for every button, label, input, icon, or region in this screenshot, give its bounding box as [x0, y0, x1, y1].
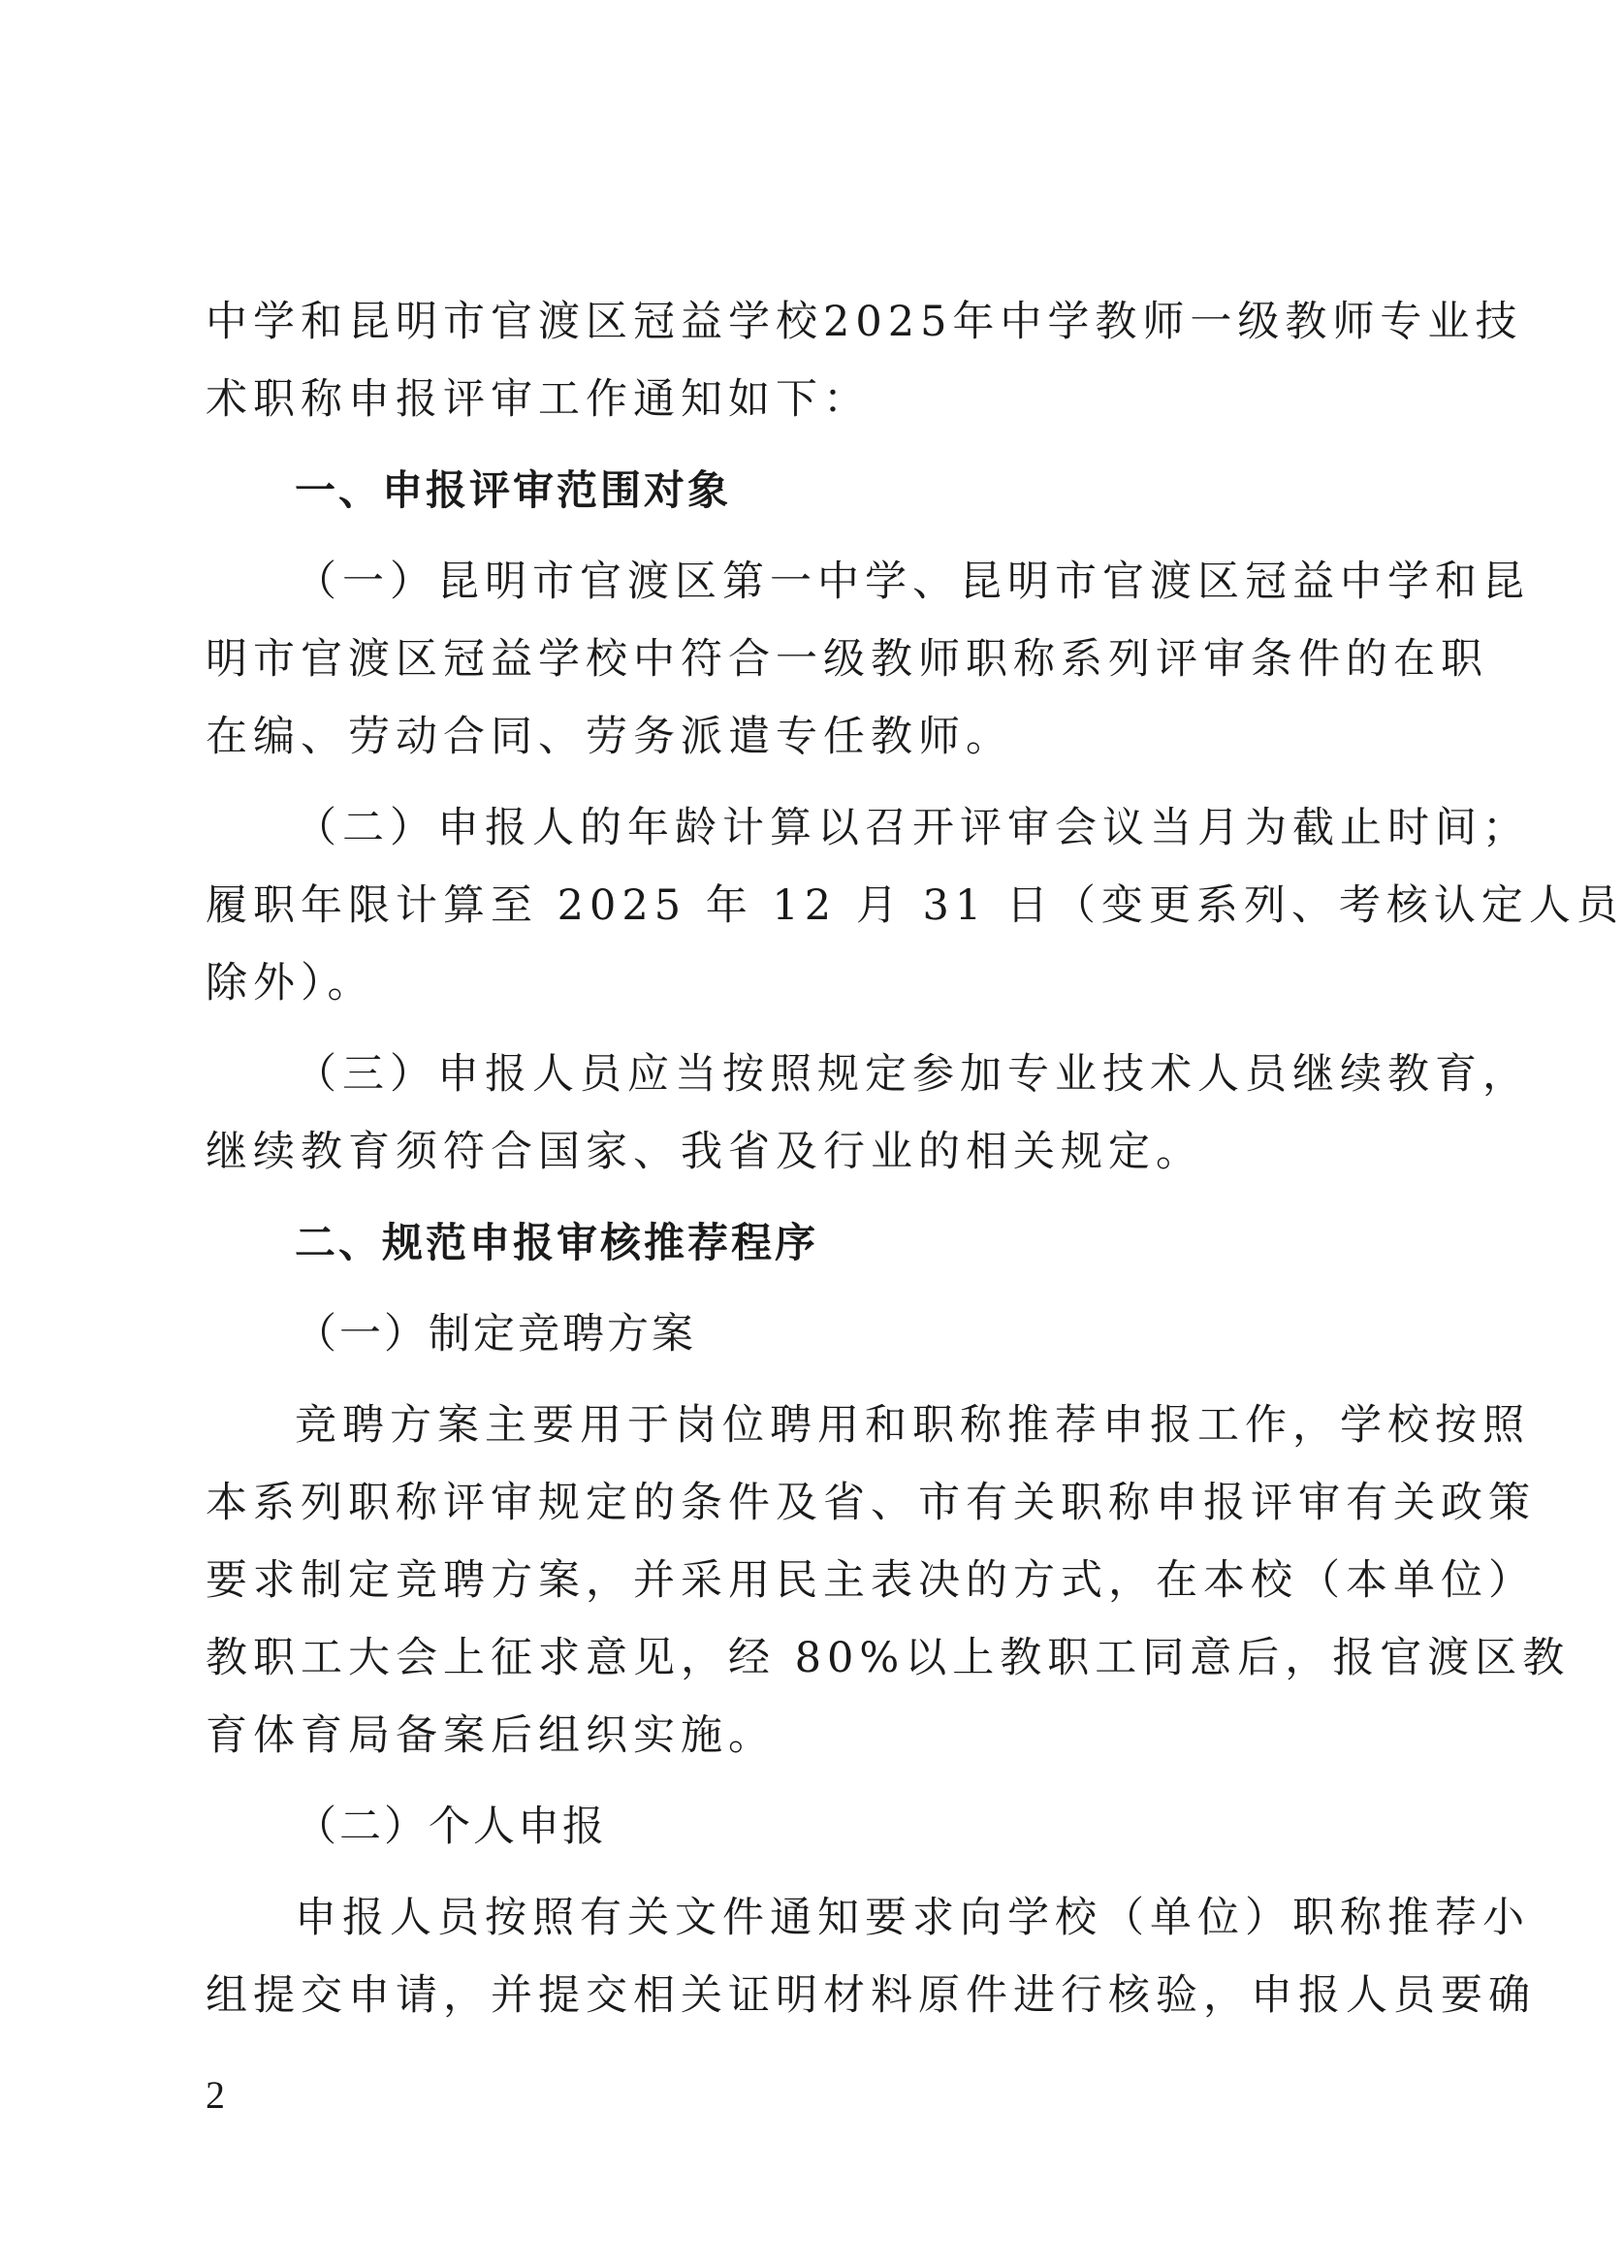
paragraph-line: 竞聘方案主要用于岗位聘用和职称推荐申报工作，学校按照: [295, 1401, 1530, 1450]
paragraph-line: 本系列职称评审规定的条件及省、市有关职称申报评审有关政策: [206, 1479, 1536, 1527]
paragraph-line: 除外）。: [206, 959, 375, 1007]
paragraph-line: 明市官渡区冠益学校中符合一级教师职称系列评审条件的在职: [206, 635, 1488, 684]
paragraph-line: 继续教育须符合国家、我省及行业的相关规定。: [206, 1128, 1203, 1176]
page-number: 2: [206, 2073, 225, 2117]
paragraph-line: （三）申报人员应当按照规定参加专业技术人员继续教育，: [295, 1050, 1530, 1099]
paragraph-line: 申报人员按照有关文件通知要求向学校（单位）职称推荐小: [295, 1894, 1530, 1942]
sub-heading: （二）个人申报: [295, 1803, 607, 1851]
paragraph-line: 育体育局备案后组织实施。: [206, 1711, 776, 1760]
paragraph-line: 要求制定竞聘方案，并采用民主表决的方式，在本校（本单位）: [206, 1556, 1536, 1605]
paragraph-line: 组提交申请，并提交相关证明材料原件进行核验，申报人员要确: [206, 1971, 1536, 2020]
document-body: [206, 283, 1624, 2034]
paragraph-line: （一）昆明市官渡区第一中学、昆明市官渡区冠益中学和昆: [295, 558, 1530, 606]
paragraph-line: 教职工大会上征求意见，经 80%以上教职工同意后，报官渡区教: [206, 1634, 1571, 1682]
paragraph-line: 中学和昆明市官渡区冠益学校2025年中学教师一级教师专业技: [206, 298, 1523, 346]
paragraph-line: 术职称申报评审工作通知如下：: [206, 375, 871, 424]
paragraph-line: 履职年限计算至 2025 年 12 月 31 日（变更系列、考核认定人员: [206, 881, 1624, 930]
section-heading-2: 二、规范申报审核推荐程序: [295, 1219, 819, 1266]
sub-heading: （一）制定竞聘方案: [295, 1310, 696, 1358]
paragraph-line: （二）申报人的年龄计算以召开评审会议当月为截止时间；: [295, 804, 1530, 852]
section-heading-1: 一、申报评审范围对象: [295, 466, 732, 514]
paragraph-line: 在编、劳动合同、劳务派遣专任教师。: [206, 713, 1013, 761]
